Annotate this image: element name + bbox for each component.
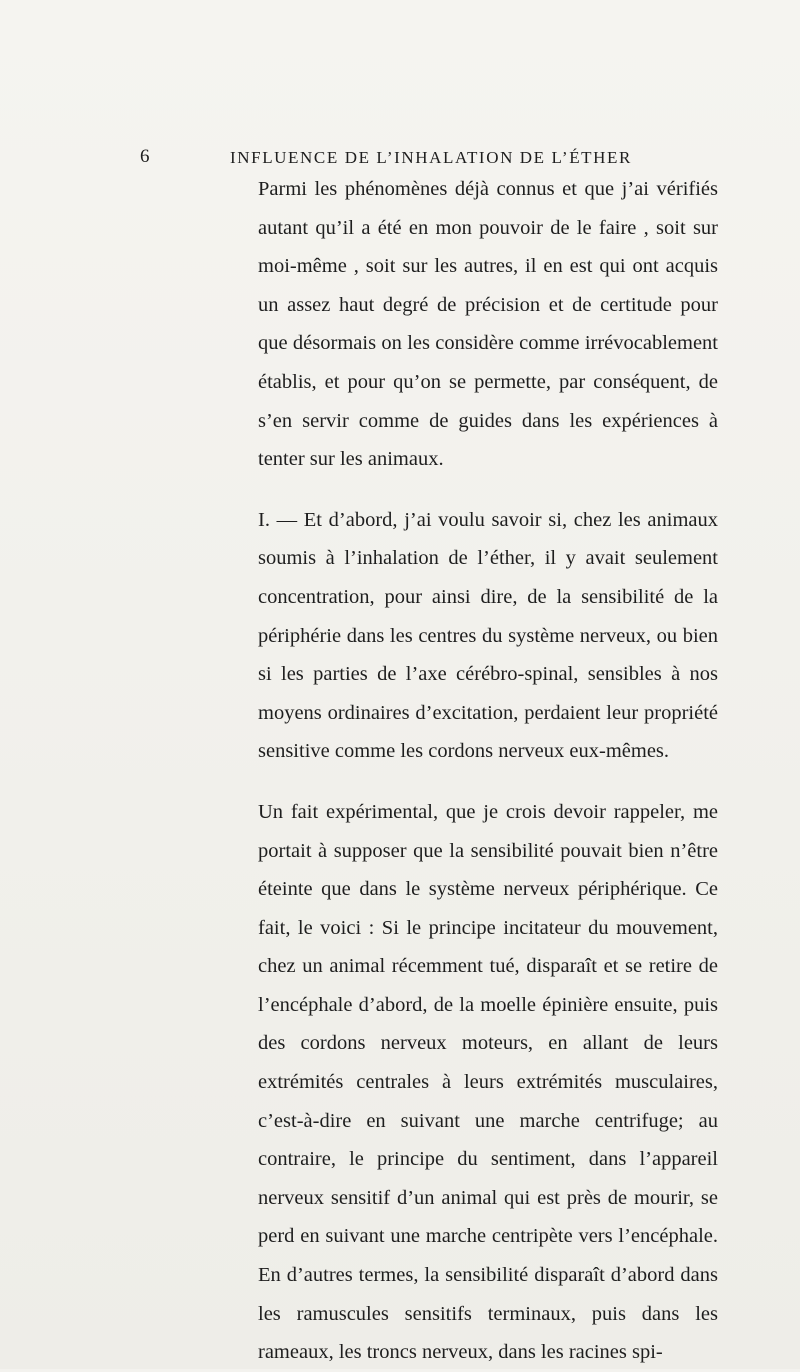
paragraph-1: Parmi les phénomènes déjà connus et que j’ai vérifiés autant qu’il a été en mon pouvoir de le faire , soit sur moi-même , soit sur les autres, il en est qui ont acquis un assez haut degré de précision et de certitude pour que désormais on les considère comme irrévocablement établis, et pour qu’on se permette, par conséquent, de s’en servir comme de guides dans les expériences à tenter sur les animaux. <box>258 178 718 471</box>
page-number: 6 <box>140 146 150 167</box>
paragraph-3: Un fait expérimental, que je crois devoir rappeler, me portait à supposer que la sensibilité pouvait bien n’être éteinte que dans le système nerveux périphérique. Ce fait, le voici : Si le principe incitateur du mouvement, chez un animal récemment tué, disparaît et se retire de l’encéphale d’abord, de la moelle épinière ensuite, puis des cordons nerveux moteurs, en allant de leurs extrémités centrales à leurs extrémités musculaires, c’est-à-dire en suivant une marche centrifuge; au contraire, le principe du sentiment, dans l’appareil nerveux sensitif d’un animal qui est près de mourir, se perd en suivant une marche centripète vers l’encéphale. En d’autres termes, la sensibilité disparaît d’abord dans les ramuscules sensitifs terminaux, puis dans les rameaux, les troncs nerveux, dans les racines spi- <box>258 800 718 1364</box>
body-text <box>258 170 718 1372</box>
running-title: INFLUENCE DE L’INHALATION DE L’ÉTHER <box>230 148 632 167</box>
paragraph-2: I. — Et d’abord, j’ai voulu savoir si, chez les animaux soumis à l’inhalation de l’éther, il y avait seulement concentration, pour ainsi dire, de la sensibilité de la périphérie dans les centres du système nerveux, ou bien si les parties de l’axe cérébro-spinal, sensibles à nos moyens ordinaires d’excitation, perdaient leur propriété sensitive comme les cordons nerveux eux-mêmes. <box>258 508 718 763</box>
